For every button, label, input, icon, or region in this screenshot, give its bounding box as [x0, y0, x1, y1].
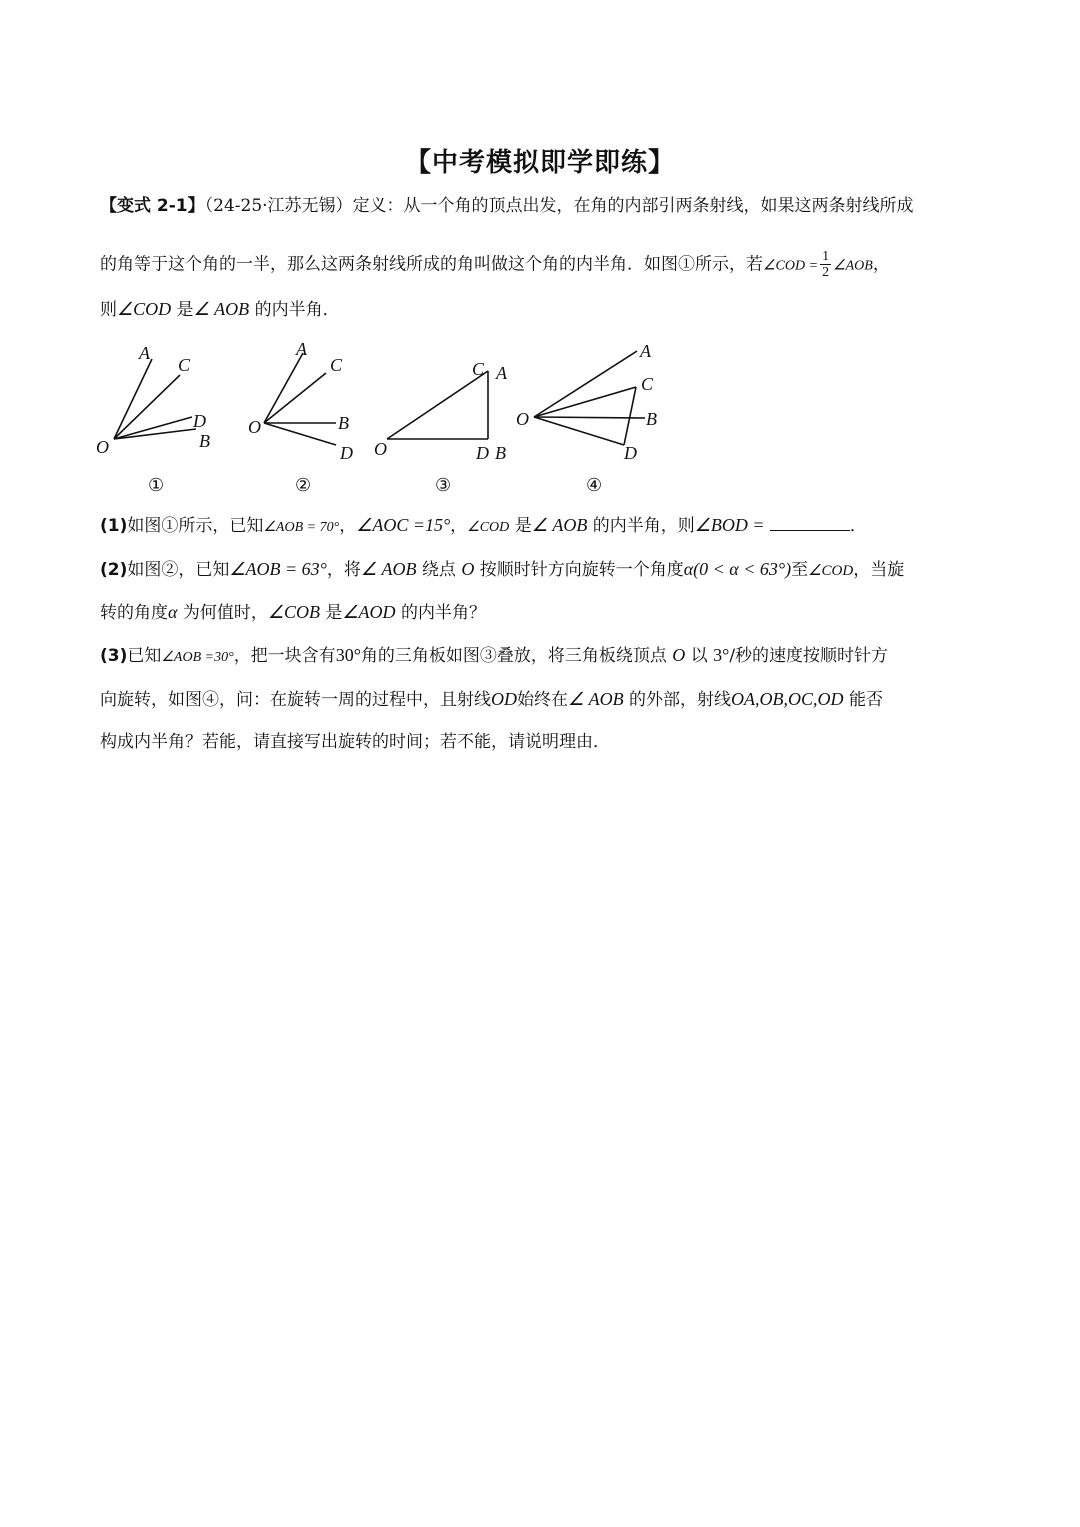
section-title: 【中考模拟即学即练】: [404, 148, 675, 178]
math: ∠AOB =30°: [161, 650, 234, 665]
text: 是: [176, 300, 194, 320]
math: 3°: [713, 645, 730, 665]
question-number: (2): [100, 560, 128, 580]
side-cd: [624, 387, 636, 445]
math: α: [168, 602, 178, 622]
math: ∠COD: [808, 563, 854, 579]
text: 能否: [848, 690, 883, 710]
math: ∠ AOB: [360, 559, 417, 579]
text: ，把一块含有: [233, 646, 336, 666]
math: ∠AOC =15°: [356, 515, 451, 535]
fig4-label-b: B: [646, 409, 657, 429]
figure-3: [387, 371, 488, 439]
fig2-label-o: O: [248, 417, 261, 437]
text: ，当旋: [853, 560, 905, 580]
definition-text-2: 的角等于这个角的一半，那么这两条射线所成的角叫做这个角的内半角．如图①所示，若: [100, 254, 763, 275]
answer-blank[interactable]: [770, 516, 850, 531]
figure-4: [534, 351, 645, 445]
math: ∠COB: [267, 602, 320, 622]
geometry-figures: [0, 335, 1080, 505]
math: α(0 < α < 63°): [683, 559, 792, 579]
math: ∠AOB = 70°: [263, 520, 340, 535]
text: 如图①所示，已知: [127, 516, 264, 536]
figure-2: [264, 353, 336, 445]
ray-od: [264, 423, 336, 445]
fig3-label-o: O: [374, 439, 387, 459]
fig3-label-a: A: [496, 363, 507, 383]
fig4-label-c: C: [641, 374, 654, 394]
fig2-label-b: B: [338, 413, 349, 433]
ray-oa: [534, 351, 637, 417]
ray-ob: [534, 417, 645, 418]
fig1-label-d: D: [193, 411, 206, 431]
fig3-number: ③: [435, 475, 452, 496]
fig1-label-a: A: [139, 343, 150, 363]
math: ∠AOB = 63°: [229, 559, 327, 579]
text: 按顺时针方向旋转一个角度: [479, 560, 684, 580]
math: O: [461, 559, 475, 579]
text: 为何值时，: [182, 603, 268, 623]
fig4-label-a: A: [640, 341, 651, 361]
fig4-label-d: D: [624, 443, 637, 463]
ray-oa: [264, 353, 303, 423]
text: 构成内半角？若能，请直接写出旋转的时间；若不能，请说明理由．: [100, 732, 610, 752]
fig2-number: ②: [295, 475, 312, 496]
fig1-label-c: C: [178, 355, 191, 375]
fig1-label-o: O: [96, 437, 109, 457]
text: 以: [690, 646, 708, 666]
ray-oc: [264, 373, 326, 423]
text: 至: [791, 560, 809, 580]
text: 则: [100, 300, 117, 320]
math: ∠BOD =: [694, 515, 765, 535]
variant-tag: 【变式 2-1】: [100, 196, 205, 216]
question-number: (1): [100, 516, 128, 536]
fraction-denominator: 2: [822, 265, 830, 281]
text: 转的角度: [100, 603, 168, 623]
text: 的内半角．: [254, 300, 340, 320]
math: 30°: [335, 645, 361, 665]
question-3-line-1: [100, 646, 985, 665]
fig2-label-d: D: [340, 443, 353, 463]
math: ∠AOD: [342, 602, 396, 622]
text: 向旋转，如图④，问：在旋转一周的过程中，且射线: [100, 690, 491, 710]
formula-aob: ∠AOB: [833, 258, 873, 274]
text: ，将: [326, 560, 361, 580]
intro-line-1: [100, 198, 985, 215]
question-3-line-2: [100, 690, 985, 709]
text: 是: [325, 603, 343, 623]
fig3-label-b: B: [495, 443, 506, 463]
text: 始终在: [517, 690, 568, 710]
text: /秒的速度按顺时针方: [729, 646, 889, 666]
fig3-label-d: D: [476, 443, 489, 463]
math: O: [672, 645, 686, 665]
fig2-label-a: A: [296, 339, 307, 359]
ray-oa: [114, 359, 152, 439]
text: ．: [849, 516, 867, 536]
definition-text: 定义：从一个角的顶点出发，在角的内部引两条射线，如果这两条射线所成: [352, 196, 914, 216]
text: 的内半角？: [400, 603, 486, 623]
text: 绕点: [421, 560, 456, 580]
math-cod: ∠COD: [117, 299, 172, 319]
intro-line-3: [100, 300, 985, 319]
fraction-numerator: 1: [822, 249, 830, 264]
question-number: (3): [100, 646, 128, 666]
side-oc: [387, 371, 488, 439]
math: ∠COD: [467, 520, 510, 535]
fig2-label-c: C: [330, 355, 343, 375]
fig1-number: ①: [148, 475, 165, 496]
source-label: （24-25·江苏无锡）: [204, 196, 353, 216]
fig4-label-o: O: [516, 409, 529, 429]
text: 是: [514, 516, 532, 536]
punct: ，: [872, 254, 890, 275]
fraction-half: [820, 249, 831, 281]
math: ∠ AOB: [568, 689, 624, 709]
math-aob: ∠ AOB: [193, 299, 250, 319]
intro-line-2: [100, 249, 985, 281]
fig3-label-c: C: [472, 359, 485, 379]
math: ∠ AOB: [531, 515, 588, 535]
fig1-label-b: B: [199, 431, 210, 451]
question-2-line-1: [100, 560, 985, 579]
text: 角的三角板如图③叠放，将三角板绕顶点: [360, 646, 667, 666]
question-2-line-2: [100, 603, 985, 622]
ray-ob: [114, 429, 196, 439]
text: 的内半角，则: [592, 516, 695, 536]
fig4-number: ④: [586, 475, 603, 496]
math: OA,OB,OC,OD: [731, 689, 844, 709]
text: 已知: [127, 646, 162, 666]
text: ，: [450, 516, 468, 536]
math: OD: [491, 689, 517, 709]
text: 的外部，射线: [629, 690, 732, 710]
side-oc: [534, 387, 636, 417]
text: 如图②，已知: [127, 560, 230, 580]
question-3-line-3: [100, 734, 985, 751]
text: ，: [339, 516, 357, 536]
formula-cod: ∠COD =: [763, 258, 819, 274]
question-1: [100, 516, 985, 535]
side-od: [534, 417, 624, 445]
